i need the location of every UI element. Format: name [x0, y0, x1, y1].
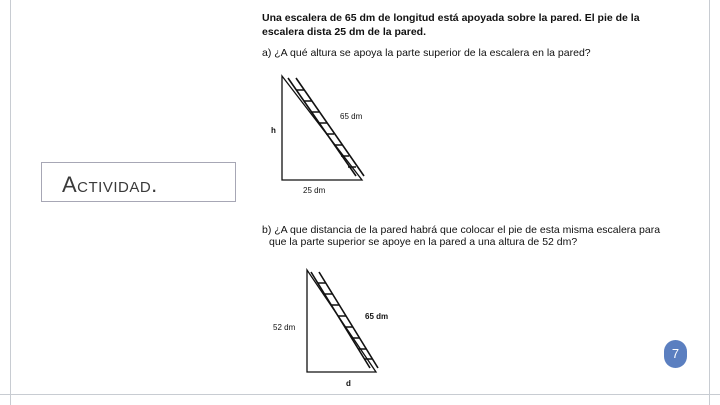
figure-b-base-label: d [346, 379, 351, 388]
figure-a-height-label: h [271, 126, 276, 135]
slide-left-border [10, 0, 11, 405]
problem-statement [262, 11, 667, 39]
figure-a-base-label: 25 dm [303, 186, 326, 195]
question-a: a) ¿A qué altura se apoya la parte superior de la escalera en la pared? [262, 47, 591, 59]
slide-title-box [41, 162, 236, 202]
ladder-a [288, 78, 364, 176]
question-b [262, 224, 682, 248]
question-b-line-2: que la parte superior se apoye en la pared a una altura de 52 dm? [269, 236, 578, 248]
page-number-badge: 7 [664, 340, 687, 368]
figure-a-ladder-label: 65 dm [340, 112, 363, 121]
ladder-figure-b [286, 268, 389, 378]
problem-line-1: Una escalera de 65 dm de longitud está apoyada sobre la pared. El pie de la [262, 12, 640, 24]
figure-b-height-label: 52 dm [273, 323, 296, 332]
question-b-line-1: b) ¿A que distancia de la pared habrá que colocar el pie de esta misma escalera para [262, 224, 661, 236]
slide-right-border [709, 0, 710, 405]
slide-title: Actividad. [62, 172, 158, 197]
figure-b-ladder-label: 65 dm [365, 312, 389, 321]
slide-bottom-border [0, 394, 720, 395]
ladder-figure-a [262, 74, 382, 186]
problem-line-2: escalera dista 25 dm de la pared. [262, 26, 427, 38]
